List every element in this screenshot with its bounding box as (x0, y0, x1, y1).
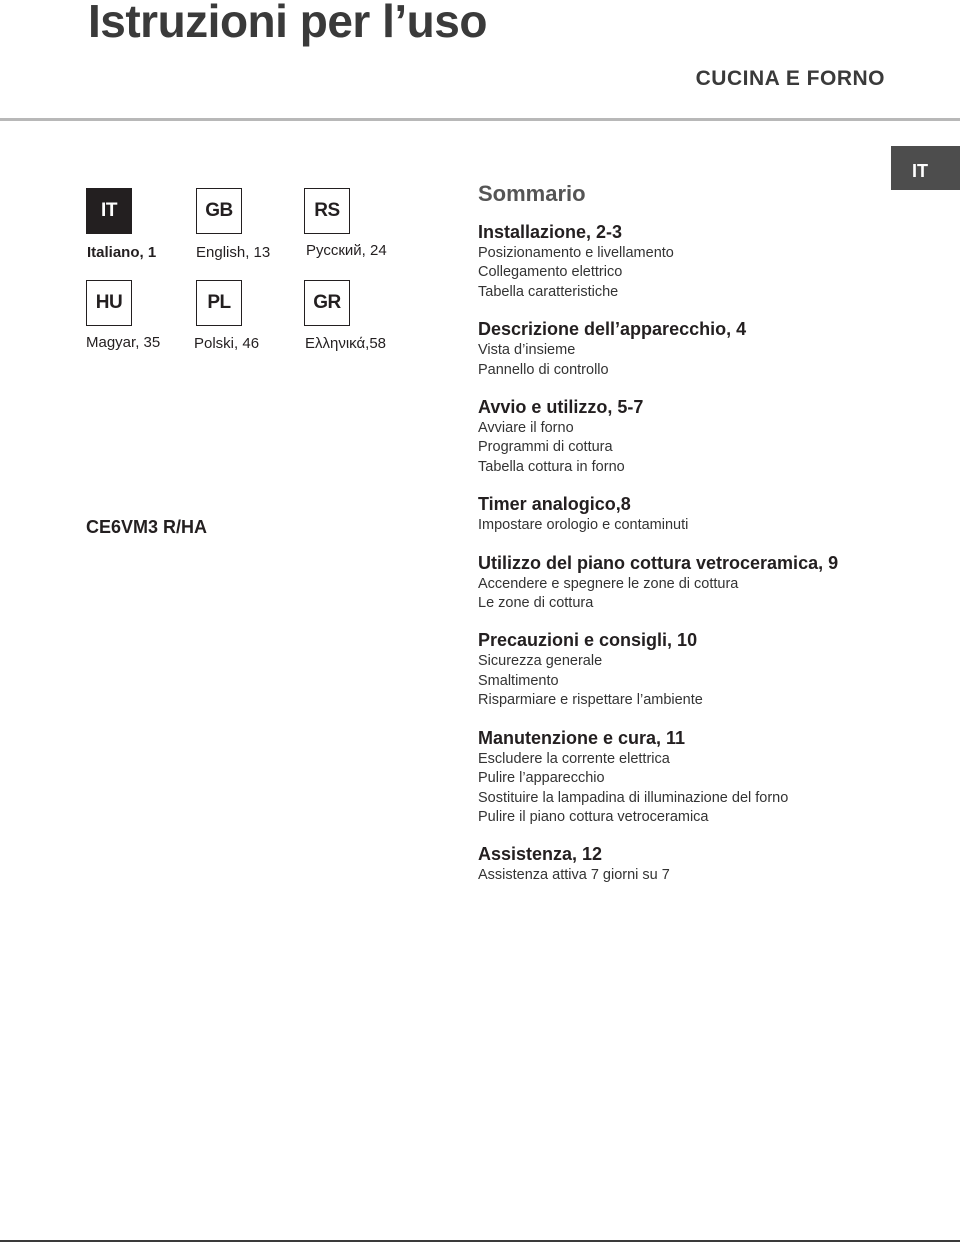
toc-heading[interactable]: Manutenzione e cura, 11 (478, 727, 686, 748)
toc-heading[interactable]: Utilizzo del piano cottura vetroceramica, 9 (478, 552, 839, 573)
language-label-rs[interactable]: Русский, 24 (306, 242, 387, 259)
toc-item[interactable]: Tabella cottura in forno (478, 458, 625, 475)
toc-item[interactable]: Posizionamento e livellamento (478, 245, 674, 261)
toc-section (478, 222, 878, 302)
toc-heading[interactable]: Precauzioni e consigli, 10 (478, 630, 698, 651)
toc-section (478, 844, 878, 885)
toc-heading[interactable]: Avvio e utilizzo, 5-7 (478, 397, 644, 418)
language-box-gr[interactable]: GR (304, 280, 350, 326)
header-divider (0, 118, 960, 121)
language-label-hu[interactable]: Magyar, 35 (86, 334, 161, 351)
page-title: Istruzioni per l’uso (88, 0, 487, 47)
language-label-gr[interactable]: Ελληνικά,58 (305, 335, 387, 352)
toc-heading[interactable]: Assistenza, 12 (478, 844, 603, 865)
language-box-pl[interactable]: PL (196, 280, 242, 326)
language-box-it[interactable]: IT (86, 188, 132, 234)
toc-heading[interactable]: Installazione, 2-3 (478, 222, 623, 242)
toc-item[interactable]: Accendere e spegnere le zone di cottura (478, 575, 739, 592)
toc-section (478, 553, 878, 614)
toc-section (478, 319, 878, 380)
language-label-gb[interactable]: English, 13 (196, 244, 271, 261)
toc-item[interactable]: Le zone di cottura (478, 595, 594, 612)
toc-item[interactable]: Sostituire la lampadina di illuminazione del forno (478, 789, 789, 806)
toc-heading[interactable]: Descrizione dell’apparecchio, 4 (478, 319, 747, 340)
toc-item[interactable]: Programmi di cottura (478, 439, 613, 456)
toc-item[interactable]: Pulire il piano cottura vetroceramica (478, 808, 709, 825)
toc-section (478, 630, 878, 710)
toc-item[interactable]: Pulire l’apparecchio (478, 770, 605, 787)
table-of-contents (478, 181, 878, 903)
language-box-hu[interactable]: HU (86, 280, 132, 326)
toc-item[interactable]: Smaltimento (478, 672, 559, 689)
toc-item[interactable]: Assistenza attiva 7 giorni su 7 (478, 867, 670, 884)
toc-heading[interactable]: Timer analogico,8 (478, 494, 631, 515)
toc-item[interactable]: Avviare il forno (478, 420, 574, 437)
language-box-rs[interactable]: RS (304, 188, 350, 234)
language-label-it[interactable]: Italiano, 1 (87, 244, 157, 261)
model-number: CE6VM3 R/HA (86, 517, 208, 537)
toc-section (478, 494, 878, 535)
footer-divider (0, 1240, 960, 1242)
language-label-pl[interactable]: Polski, 46 (194, 335, 260, 352)
toc-item[interactable]: Risparmiare e rispettare l’ambiente (478, 692, 703, 709)
language-box-gb[interactable]: GB (196, 188, 242, 234)
toc-title: Sommario (478, 181, 586, 206)
toc-item[interactable]: Collegamento elettrico (478, 264, 623, 281)
toc-item[interactable]: Pannello di controllo (478, 361, 609, 378)
toc-section (478, 397, 878, 477)
toc-item[interactable]: Vista d’insieme (478, 342, 576, 359)
toc-item[interactable]: Escludere la corrente elettrica (478, 750, 670, 767)
current-language-tab: IT (891, 146, 960, 190)
toc-item[interactable]: Sicurezza generale (478, 653, 603, 670)
toc-item[interactable]: Tabella caratteristiche (478, 283, 619, 300)
toc-item[interactable]: Impostare orologio e contaminuti (478, 517, 689, 534)
page-subtitle: CUCINA E FORNO (695, 67, 885, 90)
toc-section (478, 728, 878, 828)
